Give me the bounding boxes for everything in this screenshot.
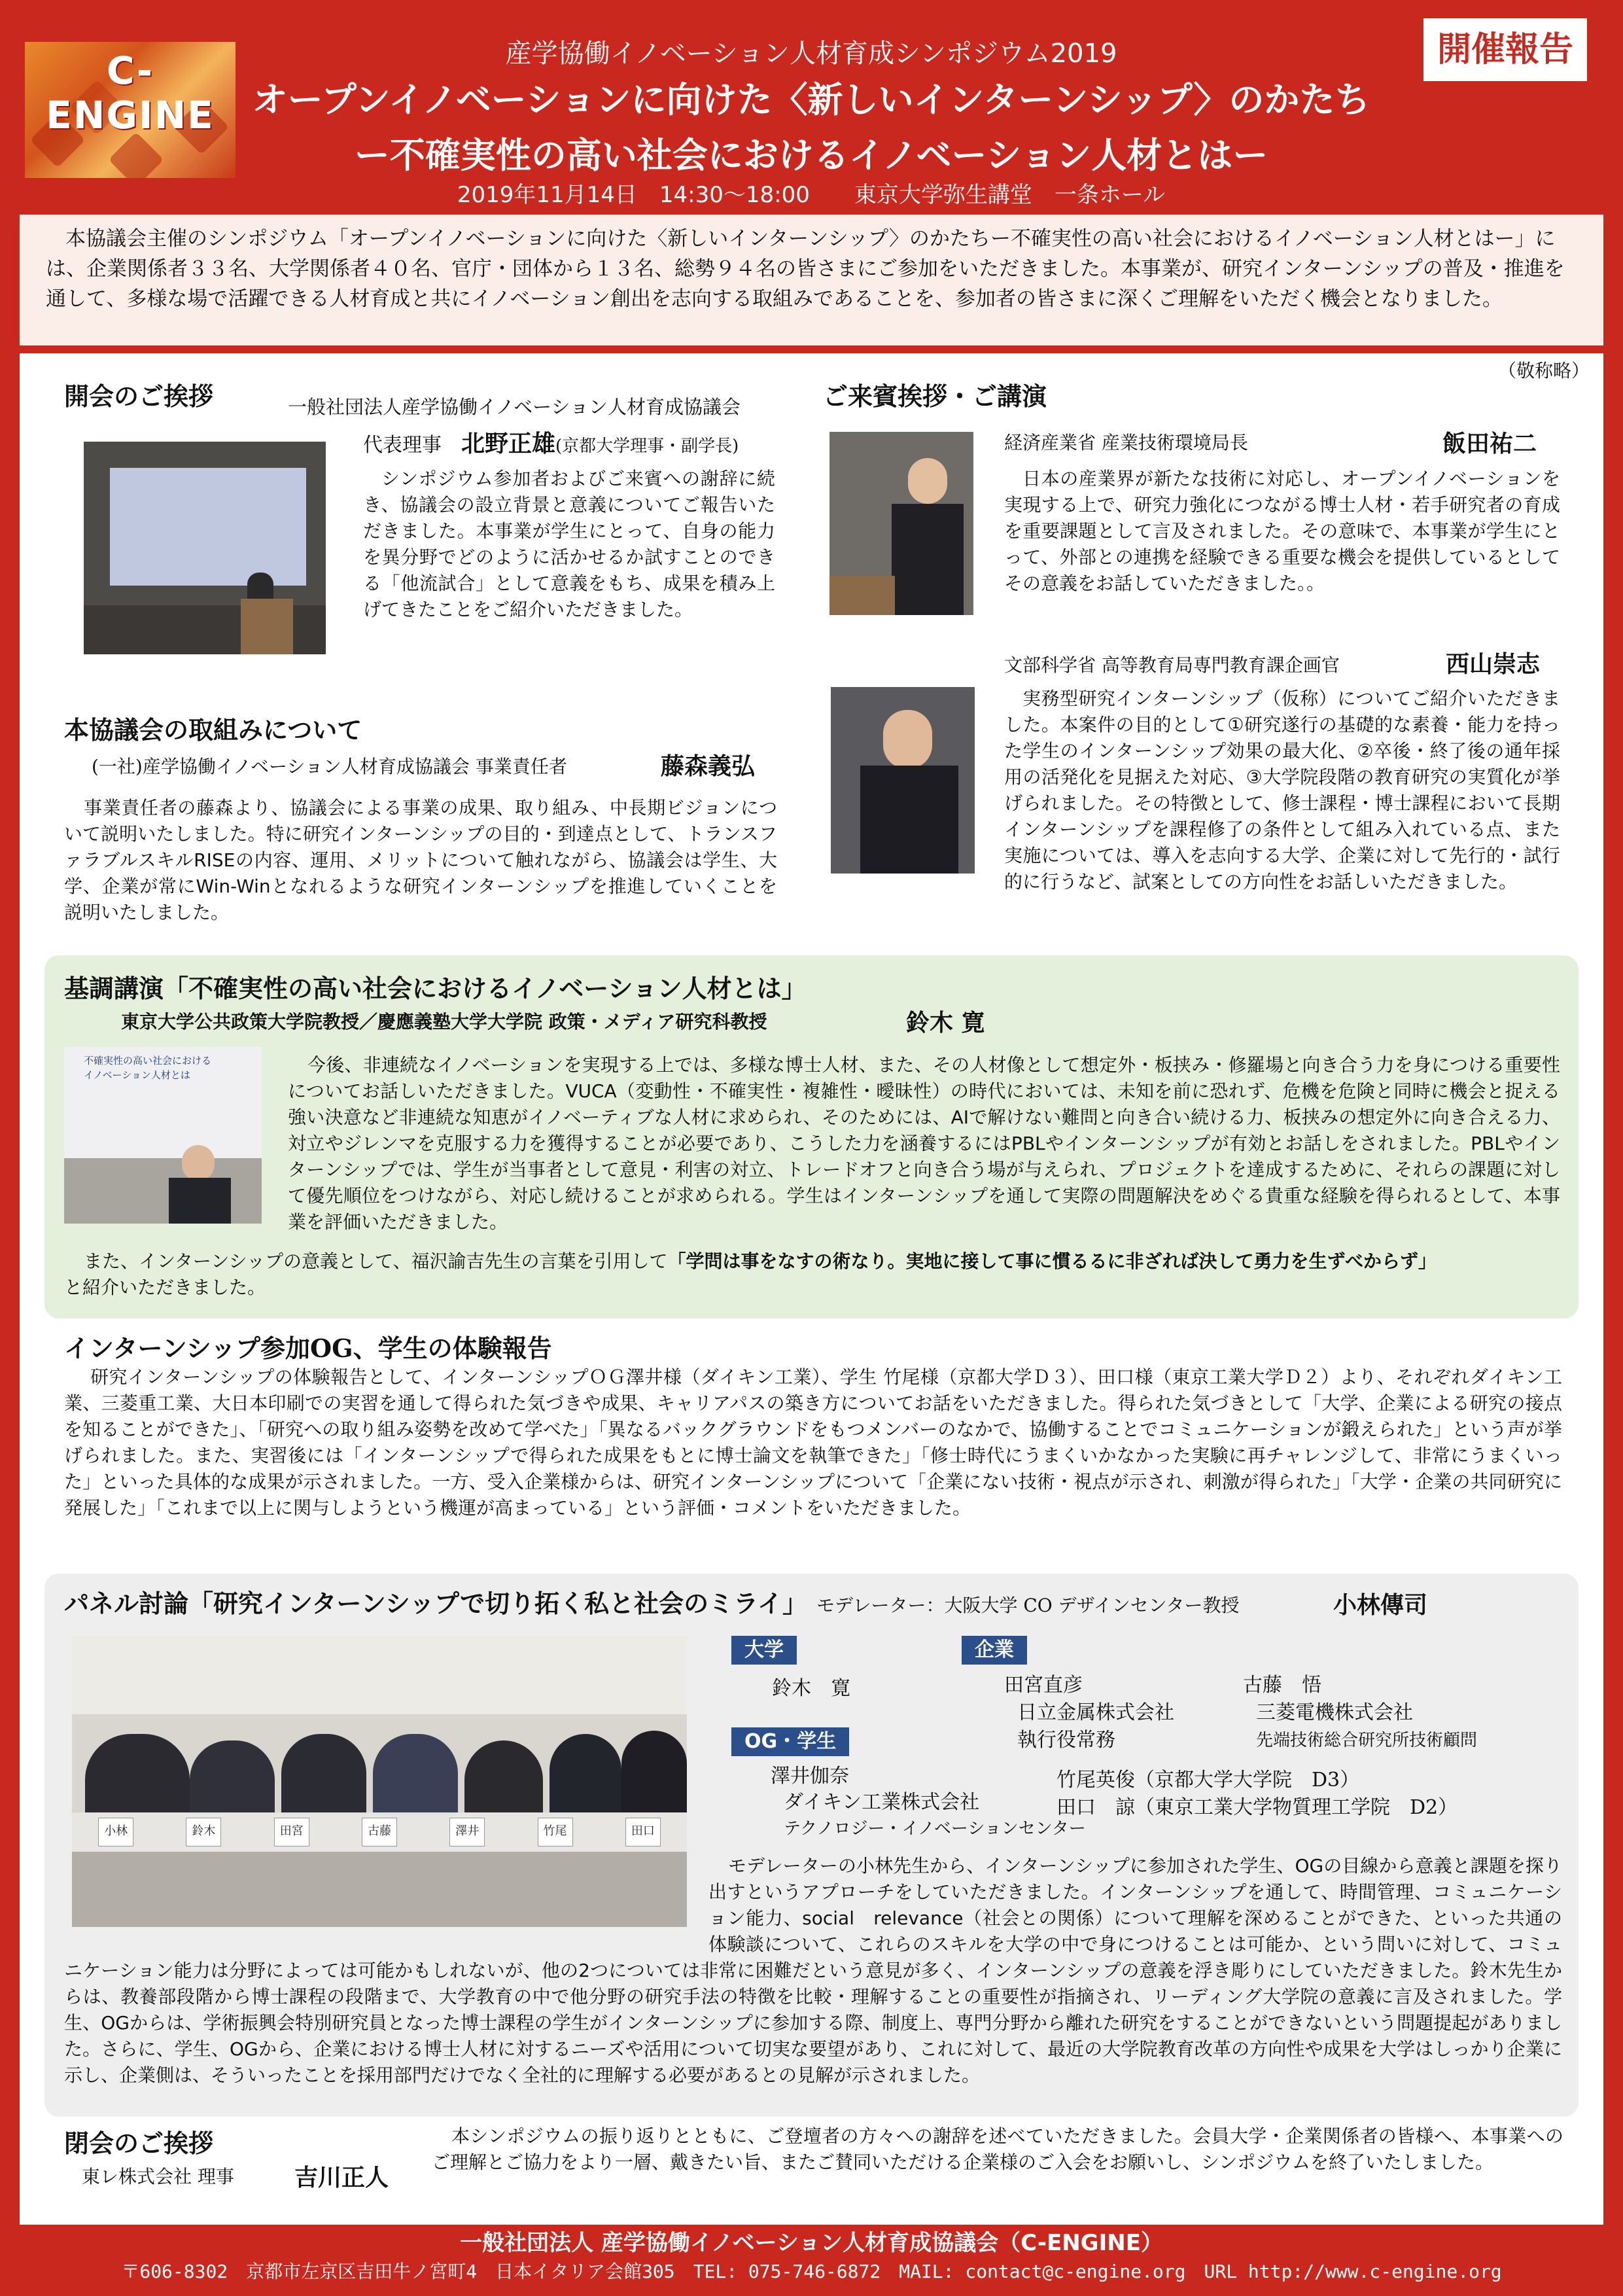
guest1-name: 飯田祐二 (1442, 430, 1537, 457)
desk-nameplate: 竹尾 (538, 1818, 573, 1846)
opening-heading: 開会のご挨拶 (64, 381, 214, 411)
corp1-org: 日立金属株式会社 (1017, 1701, 1174, 1724)
student1: 竹尾英俊（京都大学大学院 D3） (1056, 1769, 1360, 1792)
keynote-name: 鈴木 寛 (906, 1009, 985, 1036)
report-badge: 開催報告 (1423, 18, 1587, 81)
og-member (771, 1763, 1086, 1842)
date-venue: 2019年11月14日 14:30～18:00 東京大学弥生講堂 一条ホール (457, 182, 1166, 208)
logo-text: C-ENGINE (46, 48, 215, 137)
og-tag: OG・学生 (731, 1727, 849, 1756)
panel-moderator-name: 小林傳司 (1333, 1591, 1428, 1619)
univ-tag: 大学 (731, 1636, 797, 1665)
corp1 (1004, 1672, 1174, 1754)
footer-address: 〒606-8302 京都市左京区吉田牛ノ宮町4 日本イタリア会館305 TEL: 075-746-6872 MAIL: contact@c-engine.org URL http://www.c-engine.org (121, 2261, 1502, 2282)
closing-org: 東レ株式会社 理事 (82, 2166, 234, 2187)
keynote-text: 今後、非連続なイノベーションを実現する上では、多様な博士人材、また、その人材像として想定外・板挟み・修羅場と向き合う力を身につける重要性についてお話しいただきました。VUCA（変動性・不確実性・複雑性・曖昧性）の時代においては、未知を前に恐れず、危機を危険と同時に機会と捉える強い決意など非連続な知恵がイノベーティブな人材に求められ、そのためには、AIで解けない難問と向き合い続ける力、板挟みの想定外に向き合える力、対立やジレンマを克服する力を獲得することが必要であり、こうした力を涵養するにはPBLやインターンシップが有効とお話しをされました。PBLやインターンシップでは、学生が当事者として意見・利害の対立、トレードオフと向き合う場が与えられ、プロジェクトを達成するために、それらの課題に対して優先順位をつけながら、対応し続けることが求められる。学生はインターンシップを通して実際の問題解決をめぐる貴重な経験を得られるとして、本事業を評価いただきました。 (288, 1054, 1560, 1233)
guest2-photo (831, 687, 975, 874)
page-title-sub: ー不確実性の高い社会におけるイノベーション人材とはー (354, 135, 1268, 176)
guest2-name: 西山崇志 (1446, 650, 1541, 678)
og-report-heading: インターンシップ参加OG、学生の体験報告 (64, 1333, 552, 1363)
c-engine-logo (25, 42, 236, 178)
activities-text: 事業責任者の藤森より、協議会による事業の成果、取り組み、中長期ビジョンについて説明いたしました。特に研究インターンシップの目的・到達点として、トランスファラブルスキルRISEの内容、運用、メリットについて触れながら、協議会は学生、大学、企業が常にWin-Winとなれるような研究インターンシップを推進していくことを説明いたしました。 (64, 797, 777, 923)
desk-nameplate: 小林 (98, 1818, 133, 1846)
guests-heading: ご来賓挨拶・ご講演 (823, 381, 1047, 411)
opening-role: 代表理事 (363, 434, 442, 457)
activities-org: (一社)産学協働イノベーション人材育成協議会 事業責任者 (92, 756, 567, 777)
og-name: 澤井伽奈 (771, 1765, 849, 1788)
panel-heading: パネル討論「研究インターンシップで切り拓く私と社会のミライ」 (64, 1589, 808, 1618)
opening-affil: (京都大学理事・副学長) (555, 436, 739, 456)
corp-tag: 企業 (962, 1636, 1027, 1665)
opening-text: シンポジウム参加者およびご来賓への謝辞に続き、協議会の設立背景と意義についてご報告いただきました。本事業が学生にとって、自身の能力を異分野でどのように活かせるか試すことのできる「他流試合」として意義をもち、成果を積み上げてきたことをご紹介いただきました。 (363, 468, 775, 620)
corp2-org: 三菱電機株式会社 (1256, 1701, 1413, 1724)
corp2 (1243, 1672, 1477, 1754)
desk-nameplate: 田宮 (274, 1818, 309, 1846)
guest2-text: 実務型研究インターンシップ（仮称）についてご紹介いただきました。本案件の目的として①研究遂行の基礎的な素養・能力を持った学生のインターンシップ効果の最大化、②卒後・終了後の通年採用の活発化を見据えた対応、③大学院段階の教育研究の実質化が挙げられました。その特徴として、修士課程・博士課程において長期インターンシップを課程修了の条件として組み入れている点、また実施については、導入を志向する大学、企業に対して先行的・試行的に行うなど、試案としての方向性をお話しいただきました。 (1004, 688, 1560, 892)
desk-nameplate: 田口 (625, 1818, 661, 1846)
og-dept: テクノロジー・イノベーションセンター (784, 1819, 1086, 1839)
opening-org: 一般社団法人産学協働イノベーション人材育成協議会 (288, 396, 741, 418)
corp2-role: 先端技術総合研究所技術顧問 (1256, 1731, 1478, 1750)
guest1-text: 日本の産業界が新たな技術に対応し、オープンイノベーションを実現する上で、研究力強化につながる博士人材・若手研究者の育成を重要課題として言及されました。その意味で、本事業が学生にとって、外部との連携を経験できる重要な機会を提供しているとしてその意義をお話していただきました。。 (1004, 468, 1560, 594)
keynote-slide-text: 不確実性の高い社会における イノベーション人材とは (84, 1055, 212, 1081)
og-report-text: 研究インターンシップの体験報告として、インターンシップＯＧ澤井様（ダイキン工業）、学生 竹尾様（京都大学Ｄ３）、田口様（東京工業大学Ｄ２）より、それぞれダイキン工業、三菱重工業、大日本印刷での実習を通して得られた気づきや成果、キャリアパスの築き方についてお話をいただきました。得られた気づきとして「大学、企業による研究の接点を知ることができた」、「研究への取り組み姿勢を改めて学べた」「異なるバックグラウンドをもつメンバーのなかで、協働することでコミュニケーションが鍛えられた」という声が挙げられました。また、実習後には「インターンシップで得られた成果をもとに博士論文を執筆できた」「修士時代にうまくいかなかった実験に再チャレンジして、非常にうまくいった」といった具体的な成果が示されました。一方、受入企業様からは、研究インターンシップについて「企業にない技術・視点が示され、刺激が得られた」「大学・企業の共同研究に発展した」「これまで以上に関与しようという機運が高まっている」という評価・コメントをいただきました。 (64, 1366, 1562, 1519)
opening-photo (84, 442, 326, 654)
desk-nameplate: 鈴木 (186, 1818, 221, 1846)
keynote-affil: 東京大学公共政策大学院教授／慶應義塾大学大学院 政策・メディア研究科教授 (121, 1011, 767, 1033)
corp1-name: 田宮直彦 (1004, 1674, 1083, 1697)
student2: 田口 諒（東京工業大学物質理工学院 D2） (1056, 1796, 1458, 1819)
activities-name: 藤森義弘 (661, 752, 756, 780)
panel-text: モデレーターの小林先生から、インターンシップに参加された学生、OGの目線から意義と課題を探り出すというアプローチをしていただきました。インターンシップを通して、時間管理、コミュニケーション能力、social relevance（社会との関係）について理解を深めることができた、といった共通の体験談について、これらのスキルを大学の中で身につけることは可能か、という問いに対して、コミュニケーション能力は分野によっては可能かもしれないが、他の2つについては非常に困難だという意見が多く、インターンシップの意義を浮き彫りにしていただきました。鈴木先生からは、教養部段階から博士課程の段階まで、大学教育の中で他分野の研究手法の特徴を比較・理解することの重要性が指摘され、リーディング大学院の意義に言及されました。学生、OGからは、学術振興会特別研究員となった博士課程の学生がインターンシップに参加する際、制度上、専門分野から離れた研究をすることができないという問題提起がありました。さらに、学生、OGから、企業における博士人材に対するニーズや活用について切実な要望があり、これに対して、最近の大学院教育改革の方向性や成果を大学はしっかり企業に示し、企業側は、そういったことを採用部門だけでなく全社的に理解する必要があるとの見解が示されました。 (64, 1855, 1562, 2086)
page-title: オープンイノベーションに向けた〈新しいインターンシップ〉のかたち (252, 79, 1370, 120)
univ-member: 鈴木 寛 (772, 1677, 850, 1700)
symposium-subtitle: 産学協働イノベーション人材育成シンポジウム2019 (505, 39, 1117, 69)
footer-org: 一般社団法人 産学協働イノベーション人材育成協議会（C-ENGINE） (460, 2230, 1163, 2256)
corp1-role: 執行役常務 (1017, 1729, 1115, 1752)
keynote-photo (64, 1047, 262, 1224)
closing-text: 本シンポジウムの振り返りとともに、ご登壇者の方々への謝辞を述べていただきました。会員大学・企業関係者の皆様へ、本事業へのご理解とご協力をより一層、戴きたい旨、またご賛同いただける企業様のご入会をお願いし、シンポジウムを終了いたしました。 (432, 2125, 1563, 2173)
corp2-name: 古藤 悟 (1243, 1674, 1321, 1697)
guest1-org: 経済産業省 産業技術環境局長 (1004, 432, 1248, 453)
keynote-quote: 「学問は事をなすの術なり。実地に接して事に慣るるに非ざれば決して勇力を生ずべからず」 (667, 1250, 1437, 1272)
honorific-note: （敬称略） (1498, 360, 1590, 381)
guest2-org: 文部科学省 高等教育局専門教育課企画官 (1004, 654, 1340, 676)
desk-nameplate: 古藤 (362, 1818, 397, 1846)
keynote-heading: 基調講演「不確実性の高い社会におけるイノベーション人材とは」 (64, 974, 807, 1003)
closing-heading: 閉会のご挨拶 (64, 2128, 214, 2158)
intro-paragraph: 本協議会主催のシンポジウム「オープンイノベーションに向けた〈新しいインターンシップ〉のかたちー不確実性の高い社会におけるイノベーション人材とはー」には、企業関係者３３名、大学関係者４０名、官庁・団体から１３名、総勢９４名の皆さまにご参加をいただきました。本事業が、研究インターンシップの普及・推進を通して、多様な場で活躍できる人材育成と共にイノベーション創出を志向する取組みであることを、参加者の皆さまに深くご理解をいただく機会となりました。 (20, 215, 1603, 345)
guest1-photo (829, 432, 973, 615)
desk-nameplate: 澤井 (449, 1818, 485, 1846)
opening-name: 北野正雄 (461, 430, 556, 457)
opening-speaker (363, 425, 739, 459)
closing-name: 吉川正人 (294, 2164, 389, 2191)
keynote-quote-para: また、インターンシップの意義として、福沢諭吉先生の言葉を引用して「学問は事をなすの術なり。実地に接して事に慣るるに非ざれば決して勇力を生ずべからず」 と紹介いただきました。 (64, 1250, 1437, 1298)
panel-moderator: モデレーター：大阪大学 CO デザインセンター教授 (816, 1595, 1240, 1616)
activities-heading: 本協議会の取組みについて (64, 715, 362, 745)
students (1056, 1767, 1457, 1822)
og-org: ダイキン工業株式会社 (784, 1791, 980, 1814)
